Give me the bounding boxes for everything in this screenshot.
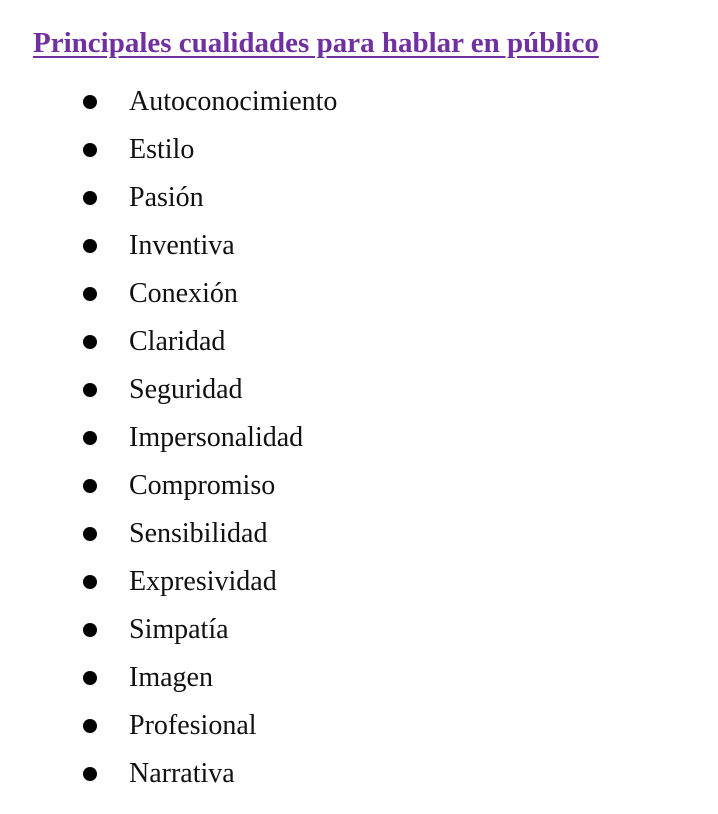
list-item-label: Conexión bbox=[129, 278, 238, 309]
list-item-label: Sensibilidad bbox=[129, 518, 268, 549]
bullet-icon bbox=[83, 143, 97, 157]
list-item-label: Simpatía bbox=[129, 614, 229, 645]
list-item-label: Autoconocimiento bbox=[129, 86, 338, 117]
bullet-icon bbox=[83, 671, 97, 685]
list-item-label: Pasión bbox=[129, 182, 204, 213]
list-item-label: Claridad bbox=[129, 326, 226, 357]
bullet-icon bbox=[83, 287, 97, 301]
list-item-label: Impersonalidad bbox=[129, 422, 304, 453]
list-item-label: Compromiso bbox=[129, 470, 276, 501]
list-item-label: Estilo bbox=[129, 134, 195, 165]
list-item-label: Expresividad bbox=[129, 566, 277, 597]
list-item-label: Inventiva bbox=[129, 230, 235, 261]
bullet-icon bbox=[83, 335, 97, 349]
bullet-icon bbox=[83, 383, 97, 397]
bullet-icon bbox=[83, 575, 97, 589]
list-item-label: Seguridad bbox=[129, 374, 243, 405]
bullet-icon bbox=[83, 527, 97, 541]
bullet-icon bbox=[83, 239, 97, 253]
bullet-icon bbox=[83, 191, 97, 205]
list-item-label: Profesional bbox=[129, 710, 257, 741]
bullet-icon bbox=[83, 719, 97, 733]
bullet-icon bbox=[83, 431, 97, 445]
bullet-icon bbox=[83, 95, 97, 109]
bullet-icon bbox=[83, 479, 97, 493]
list-item-label: Narrativa bbox=[129, 758, 235, 789]
list-item-label: Imagen bbox=[129, 662, 213, 693]
bullet-icon bbox=[83, 767, 97, 781]
document-heading[interactable]: Principales cualidades para hablar en público bbox=[33, 27, 599, 59]
bullet-icon bbox=[83, 623, 97, 637]
